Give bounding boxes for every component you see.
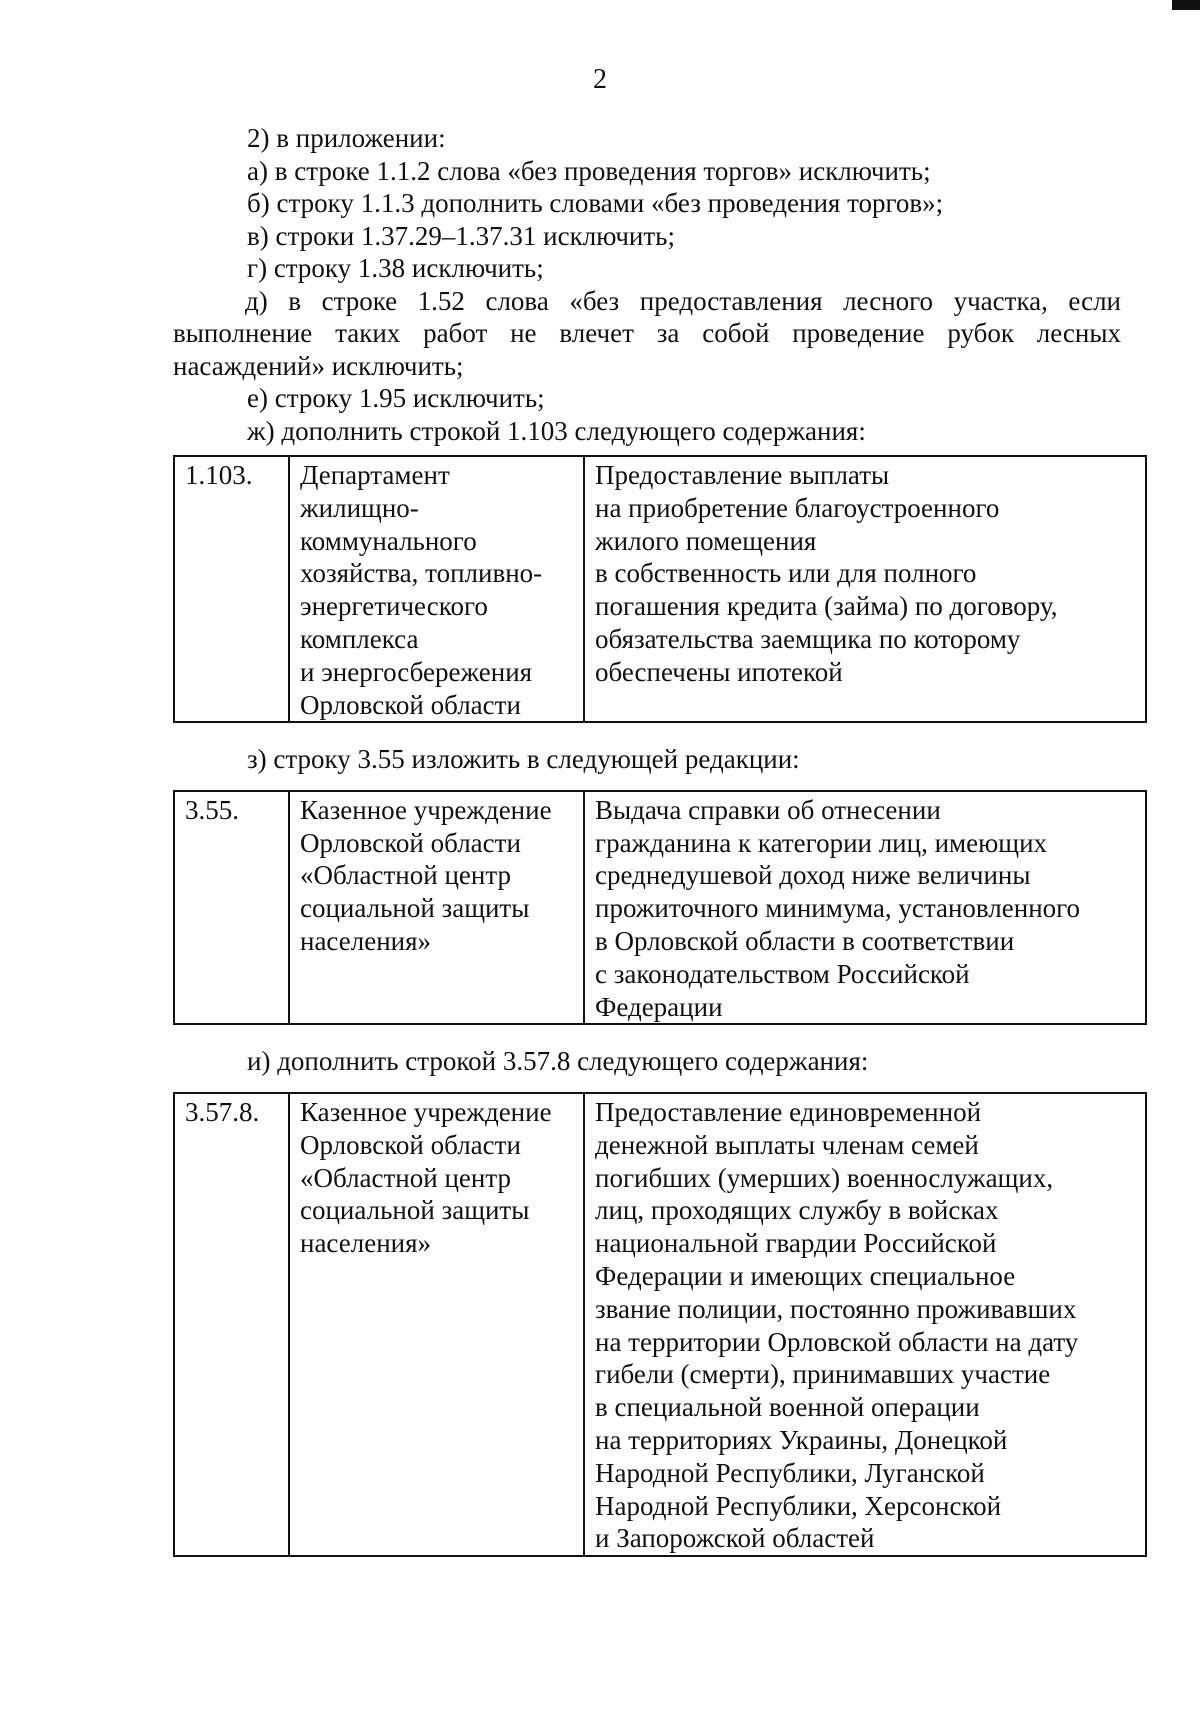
table-row-3-57-8 [173,1092,1147,1557]
service-line: среднедушевой доход ниже величины [595,860,1031,891]
service-line: Народной Республики, Луганской [595,1457,985,1488]
list-item-z: з) строку 3.55 изложить в следующей редакции: [247,744,800,775]
service-cell [584,1093,1146,1556]
service-line: лиц, проходящих службу в войсках [595,1195,999,1226]
service-line: погибших (умерших) военнослужащих, [595,1162,1054,1193]
list-item-b: б) строку 1.1.3 дополнить словами «без проведения торгов»; [247,188,944,218]
service-line: денежной выплаты членам семей [595,1129,979,1160]
service-line: и Запорожской областей [595,1523,875,1554]
service-line: Федерации и имеющих специальное [595,1260,1016,1291]
row-number: 3.57.8. [174,1093,289,1556]
service-line: Федерации [595,991,723,1022]
service-line: Предоставление выплаты [595,460,890,490]
scan-edge-mark [1172,0,1200,10]
service-line: жилого помещения [595,525,817,556]
row-number: 1.103. [174,456,289,722]
org-line: социальной защиты [300,893,530,924]
org-line: социальной защиты [300,1195,530,1226]
service-line: обязательства заемщика по которому [595,623,1021,654]
service-line: в специальной военной операции [595,1392,980,1423]
list-item-d: д) в строке 1.52 слова «без предоставления лесного участка, если выполнение таких работ не влечет за собой проведение рубок лесных насаждений» исключить; [173,285,1121,381]
service-cell [584,456,1146,722]
org-line: энергетического [300,591,488,622]
list-item-zh: ж) дополнить строкой 1.103 следующего содержания: [247,415,866,446]
service-cell [584,791,1146,1025]
service-line: в собственность или для полного [595,558,977,589]
list-item-i: и) дополнить строкой 3.57.8 следующего содержания: [247,1046,869,1077]
org-line: «Областной центр [300,860,511,891]
service-line: Народной Республики, Херсонской [595,1490,1002,1521]
list-item-a: а) в строке 1.1.2 слова «без проведения торгов» исключить; [247,155,931,186]
org-line: коммунального [300,525,477,556]
service-line: прожиточного минимума, установленного [595,893,1081,924]
service-line: обеспечены ипотекой [595,656,843,687]
org-line: населения» [300,926,432,957]
service-line: с законодательством Российской [595,958,970,989]
service-line: Выдача справки об отнесении [595,794,941,825]
org-line: Орловской области [300,827,521,858]
org-line: Орловской области [300,1129,521,1160]
org-line: Орловской области [300,689,521,720]
service-line: национальной гвардии Российской [595,1228,997,1259]
service-line: Предоставление единовременной [595,1096,982,1127]
list-item-e: е) строку 1.95 исключить; [247,383,545,413]
org-line: жилищно- [300,492,419,523]
table-row-1-103 [173,455,1147,723]
org-line: Казенное учреждение [300,794,552,825]
service-line: на территории Орловской области на дату [595,1326,1079,1357]
org-line: Казенное учреждение [300,1096,552,1127]
org-line: комплекса [300,623,419,654]
list-item-2: 2) в приложении: [247,123,446,153]
org-line: и энергосбережения [300,656,533,687]
org-line: населения» [300,1228,432,1259]
document-body [175,122,1121,1557]
page-number: 2 [593,64,607,95]
row-number: 3.55. [174,791,289,1025]
service-line: гражданина к категории лиц, имеющих [595,827,1048,858]
organization-cell [289,456,584,722]
service-line: погашения кредита (займа) по договору, [595,591,1058,622]
org-line: «Областной центр [300,1162,511,1193]
list-item-g: г) строку 1.38 исключить; [247,253,544,283]
service-line: гибели (смерти), принимавших участие [595,1359,1051,1390]
table-row-3-55 [173,790,1147,1026]
list-item-v: в) строки 1.37.29–1.37.31 исключить; [247,220,675,251]
service-line: на приобретение благоустроенного [595,492,1000,523]
service-line: на территориях Украины, Донецкой [595,1424,1008,1455]
org-line: хозяйства, топливно- [300,558,543,589]
org-line: Департамент [300,460,450,490]
service-line: в Орловской области в соответствии [595,926,1015,957]
service-line: звание полиции, постоянно проживавших [595,1293,1077,1324]
organization-cell [289,1093,584,1556]
organization-cell [289,791,584,1025]
